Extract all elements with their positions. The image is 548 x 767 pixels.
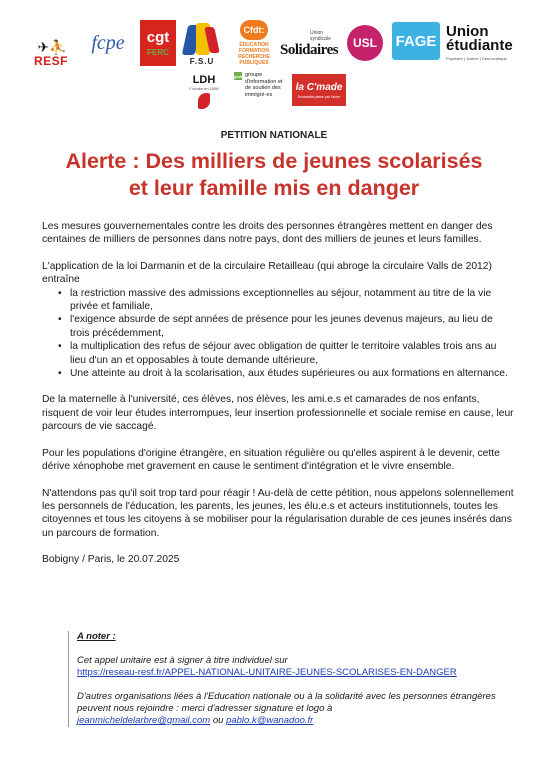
fsu-mark-icon <box>185 23 219 57</box>
cgt-logo <box>140 20 176 66</box>
note-box <box>68 631 527 727</box>
bullet-icon: • <box>58 287 62 299</box>
fsu-logo-text: F.S.U <box>189 56 215 66</box>
call-to-action-paragraph: N'attendons pas qu'il soit trop tard pour réagir ! Au-delà de cette pétition, nous appelons solennellement les personnels de l'éducation, les parents, les jeunes, les élu.e.s et acteurs institutionnels, toutes les citoyennes et tous les citoyens à se mobiliser pour la régularisation durable de ces jeunes insérés dans un parcours de formation. <box>42 487 514 539</box>
union-etudiante-logo-subtext: Populaire | Justice | Démocratique <box>446 56 507 61</box>
resf-logo-text: RESF <box>34 54 69 68</box>
law-paragraph: L'application de la loi Darmanin et de la circulaire Retailleau (qui abroge la circulaire Valls de 2012) entraîne <box>42 260 492 286</box>
fage-logo: FAGE <box>392 22 440 60</box>
logos-row <box>30 18 520 68</box>
petition-body <box>42 220 514 567</box>
bullet-icon: • <box>58 314 62 326</box>
ldh-logo-subtext: Fondée en 1898 <box>189 85 219 91</box>
consequences-list <box>42 287 514 381</box>
title-line-1: Alerte : Des milliers de jeunes scolarisés <box>65 149 483 173</box>
ldh-logo-text: LDH <box>192 73 216 86</box>
ldh-mark-icon <box>198 93 210 109</box>
usl-logo-text: USL <box>347 25 383 61</box>
bullet-icon: • <box>58 368 62 380</box>
note-join-text: D'autres organisations liées à l'Education nationale ou à la solidarité avec les personnes étrangères peuvent nous rejoindre : merci d'adresser signature et logo à <box>77 691 496 714</box>
children-figures-icon: ✈ ⛹ <box>37 39 65 55</box>
gisti-logo-mark: gisti <box>233 73 243 79</box>
email-link-2[interactable]: pablo.k@wanadoo.fr <box>226 715 314 726</box>
note-sign-text: Cet appel unitaire est à signer à titre individuel sur <box>77 655 288 666</box>
list-item <box>42 313 514 340</box>
logos-row-2 <box>186 70 356 112</box>
title-line-2: et leur famille mis en danger <box>128 176 420 200</box>
solidaires-logo-text: Solidaires <box>280 41 339 58</box>
union-etudiante-logo <box>446 22 522 64</box>
list-item-text: la multiplication des refus de séjour avec obligation de quitter le territoire valables trois ans au lieu d'un an et opposables à toute demande ultérieure, <box>70 341 497 366</box>
intro-paragraph: Les mesures gouvernementales contre les droits des personnes étrangères mettent en danger des centaines de milliers de personnes dans notre pays, dont des milliers de jeunes et leurs familles. <box>42 221 493 246</box>
gisti-logo-text: groupe d'information et de soutien des immigré·es <box>245 72 283 98</box>
list-item-text: l'exigence absurde de sept années de présence pour les jeunes devenus majeurs, au lieu de trois précédemment, <box>70 314 493 339</box>
list-item <box>42 340 514 367</box>
usl-logo <box>346 20 384 66</box>
email-link-1[interactable]: jeanmicheldelarbre@gmail.com <box>77 715 211 726</box>
page-title <box>0 148 548 202</box>
fcpe-logo: fcpe <box>91 31 125 54</box>
populations-paragraph: Pour les populations d'origine étrangère, en situation régulière ou qu'elles aspirent à le devenir, cette dérive xénophobe met gravement en cause le sentiment d'intégration et le vivre ensemble. <box>42 447 500 473</box>
students-paragraph: De la maternelle à l'université, ces élèves, nos élèves, les ami.e.s et camarades de nos enfants, risquent de voir leur études interrompues, leur insertion professionnelle et sociale remise en cause, leur parcours de vie saccagé. <box>42 394 514 433</box>
cimade-logo <box>292 74 346 106</box>
list-item <box>42 367 514 380</box>
fsu-logo <box>182 20 222 68</box>
cimade-logo-text: la C'made <box>295 81 343 93</box>
ldh-logo <box>186 70 222 112</box>
cgt-logo-subtext: FERC <box>147 48 169 57</box>
list-item-text: Une atteinte au droit à la scolarisation, aux études supérieures ou aux formations en alternance. <box>70 368 508 380</box>
union-etudiante-logo-text: Union étudiante <box>446 23 513 54</box>
solidaires-logo <box>280 24 340 64</box>
list-item-text: la restriction massive des admissions exceptionnelles au séjour, notamment au titre de la vie privée et familiale, <box>70 287 492 313</box>
cfdt-logo-text: Cfdt: <box>240 20 268 40</box>
petition-link[interactable]: https://reseau-resf.fr/APPEL-NATIONAL-UNITAIRE-JEUNES-SCOLARISES-EN-DANGER <box>77 667 457 678</box>
cfdt-logo <box>230 20 278 66</box>
cfdt-logo-subtext: ÉDUCATION FORMATION RECHERCHE PUBLIQUES <box>238 42 270 66</box>
bullet-icon: • <box>58 341 62 353</box>
gisti-logo <box>234 72 288 112</box>
solidaires-logo-subtext: Union syndicale <box>310 29 331 42</box>
signature-line: Bobigny / Paris, le 20.07.2025 <box>42 554 180 566</box>
resf-logo <box>34 24 68 68</box>
list-item <box>42 287 514 314</box>
note-heading: A noter : <box>77 631 116 642</box>
cgt-logo-text: cgt <box>146 29 170 46</box>
cimade-logo-subtext: l'humanité passe par l'autre <box>297 94 341 99</box>
email-separator: ou <box>210 715 227 726</box>
petition-kicker: PETITION NATIONALE <box>220 130 328 141</box>
